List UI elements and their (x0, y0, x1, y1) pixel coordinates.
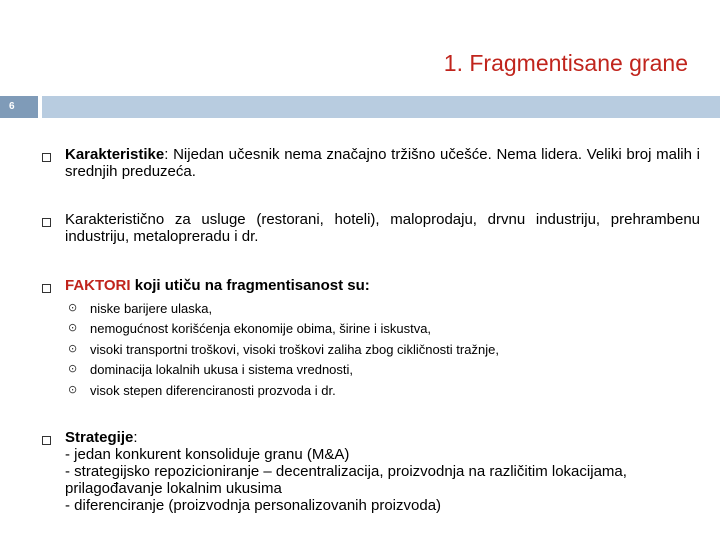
strategies-colon: : (133, 429, 138, 446)
target-bullet-icon: ⊙ (68, 343, 78, 355)
target-bullet-icon: ⊙ (68, 302, 78, 314)
strategy-line: - strategijsko repozicioniranje – decentralizacija, proizvodnja na različitim lokacijama, prilagođavanje lokalnim ukusima (65, 463, 627, 497)
bullet-label: Karakteristike (65, 146, 165, 163)
slide-number-bar (0, 96, 38, 118)
bullet-strategies (65, 429, 700, 514)
factors-text: koji utiču na fragmentisanost su: (130, 277, 370, 294)
factors-label: FAKTORI (65, 277, 131, 294)
strategy-line: - diferenciranje (proizvodnja personalizovanih proizvoda) (65, 497, 442, 514)
slide-number: 6 (9, 101, 15, 112)
header-bar (42, 96, 720, 118)
factor-item: dominacija lokalnih ukusa i sistema vrednosti, (90, 362, 354, 377)
target-bullet-icon: ⊙ (68, 322, 78, 334)
bullet-characteristics (65, 146, 700, 180)
strategies-label: Strategije (65, 429, 134, 446)
slide-title: 1. Fragmentisane grane (443, 50, 688, 76)
target-bullet-icon: ⊙ (68, 384, 78, 396)
strategies-heading (65, 429, 700, 446)
target-bullet-icon: ⊙ (68, 363, 78, 375)
square-bullet-icon (42, 284, 51, 293)
factor-item: niske barijere ulaska, (90, 301, 213, 316)
square-bullet-icon (42, 153, 51, 162)
factor-item: nemogućnost korišćenja ekonomije obima, širine i iskustva, (90, 321, 432, 336)
strategy-line: - jedan konkurent konsoliduje granu (M&A) (65, 446, 350, 463)
square-bullet-icon (42, 218, 51, 227)
bullet-factors (65, 277, 700, 294)
factor-item: visoki transportni troškovi, visoki troškovi zaliha zbog cikličnosti tražnje, (90, 342, 499, 357)
factor-item: visok stepen diferenciranosti prozvoda i dr. (90, 383, 336, 398)
bullet-typical: Karakteristično za usluge (restorani, hoteli), maloprodaju, drvnu industriju, prehrambenu industriju, metalopreradu i dr. (65, 211, 700, 245)
bullet-text: : Nijedan učesnik nema značajno tržišno učešće. Nema lidera. Veliki broj malih i srednjih preduzeća. (65, 146, 700, 180)
square-bullet-icon (42, 436, 51, 445)
